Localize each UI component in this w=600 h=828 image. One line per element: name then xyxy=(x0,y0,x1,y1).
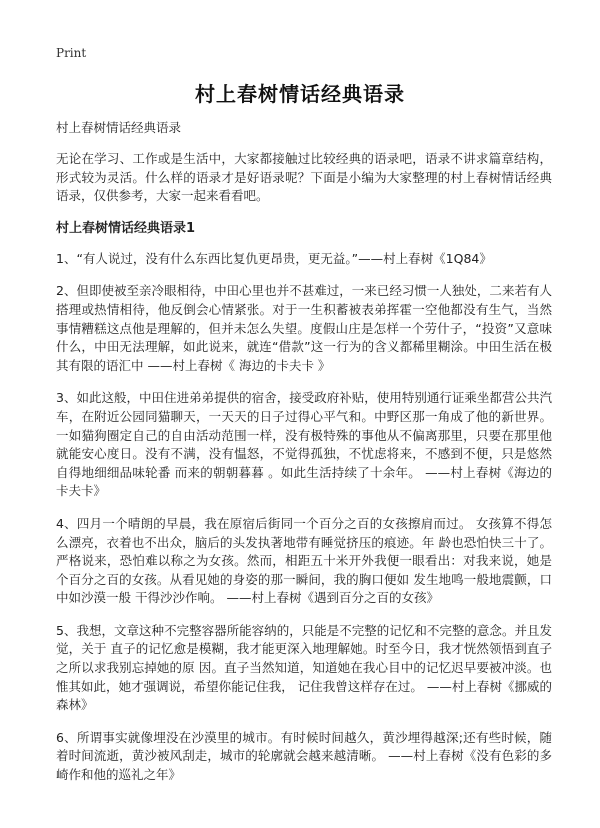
quote-paragraph-3: 3、如此这般，中田住进弟弟提供的宿舍，接受政府补贴，使用特别通行证乘坐都营公共汽车，在附近公园同猫聊天，一天天的日子过得心平气和。中野区那一角成了他的新世界。一如猫狗圈定自己的自由活动范围一样，没有极特殊的事他从不偏离那里，只要在那里他就能安心度日。没有不满，没有愠怒，不觉得孤独，不忧虑将来，不感到不便，只是悠然自得地细细品味轮番 而来的朝朝暮暮 。如此生活持续了十余年。 ——村上春树《海边的卡夫卡》 xyxy=(56,390,552,499)
quote-paragraph-5: 5、我想，文章这种不完整容器所能容纳的，只能是不完整的记忆和不完整的意念。并且发觉，关于 直子的记忆愈是模糊，我才能更深入地理解她。时至今日，我才恍然领悟到直子之所以求我别忘掉她的原 因。直子当然知道，知道她在我心目中的记忆迟早要被冲淡。也惟其如此，她才强调说，希望你能记住我， 记住我曾这样存在过。 ——村上春树《挪威的森林》 xyxy=(56,622,552,713)
quote-paragraph-2: 2、但即使被至亲冷眼相待，中田心里也并不甚难过，一来已经习惯一人独处，二来若有人搭理或热情相待，他反倒会心情紧张。对于一生积蓄被表弟挥霍一空他都没有生气，当然事情糟糕这点他是理解的，但并未怎么失望。度假山庄是怎样一个劳什子，“投资”又意味什么，中田无法理解，如此说来，就连“借款”这一行为的含义都稀里糊涂。中田生活在极其有限的语汇中 ——村上春树《 海边的卡夫卡 》 xyxy=(56,283,552,373)
quote-paragraph-6: 6、所谓事实就像埋没在沙漠里的城市。有时候时间越久，黄沙埋得越深;还有些时候，随着时间流逝，黄沙被风刮走，城市的轮廓就会越来越清晰。 ——村上春树《没有色彩的多崎作和他的巡礼之年》 xyxy=(56,729,552,783)
quote-paragraph-4: 4、四月一个晴朗的早晨，我在原宿后街同一个百分之百的女孩擦肩而过。 女孩算不得怎么漂亮，衣着也不出众，脑后的头发执著地带有睡觉挤压的痕迹。年 龄也恐怕快三十了。严格说来，恐怕难以称之为女孩。然而，相距五十米开外我便一眼看出：对我来说，她是个百分之百的女孩。从看见她的身姿的那一瞬间，我的胸口便如 发生地鸣一般地震颤，口中如沙漠一般 干得沙沙作响。 ——村上春树《遇到百分之百的女孩》 xyxy=(56,515,552,606)
article-subtitle: 村上春树情话经典语录 xyxy=(56,120,182,135)
intro-paragraph: 无论在学习、工作或是生活中，大家都接触过比较经典的语录吧，语录不讲求篇章结构，形式较为灵活。什么样的语录才是好语录呢？下面是小编为大家整理的村上春树情话经典语录，仅供参考，大家一起来看看吧。 xyxy=(56,151,552,204)
quote-paragraph-1: 1、“有人说过，没有什么东西比复仇更昂贵，更无益。”——村上春树《1Q84》 xyxy=(56,250,492,266)
section-heading: 村上春树情话经典语录1 xyxy=(56,220,196,236)
print-link[interactable]: Print xyxy=(56,46,87,60)
page-title: 村上春树情话经典语录 xyxy=(195,82,405,106)
article-body xyxy=(56,119,552,799)
